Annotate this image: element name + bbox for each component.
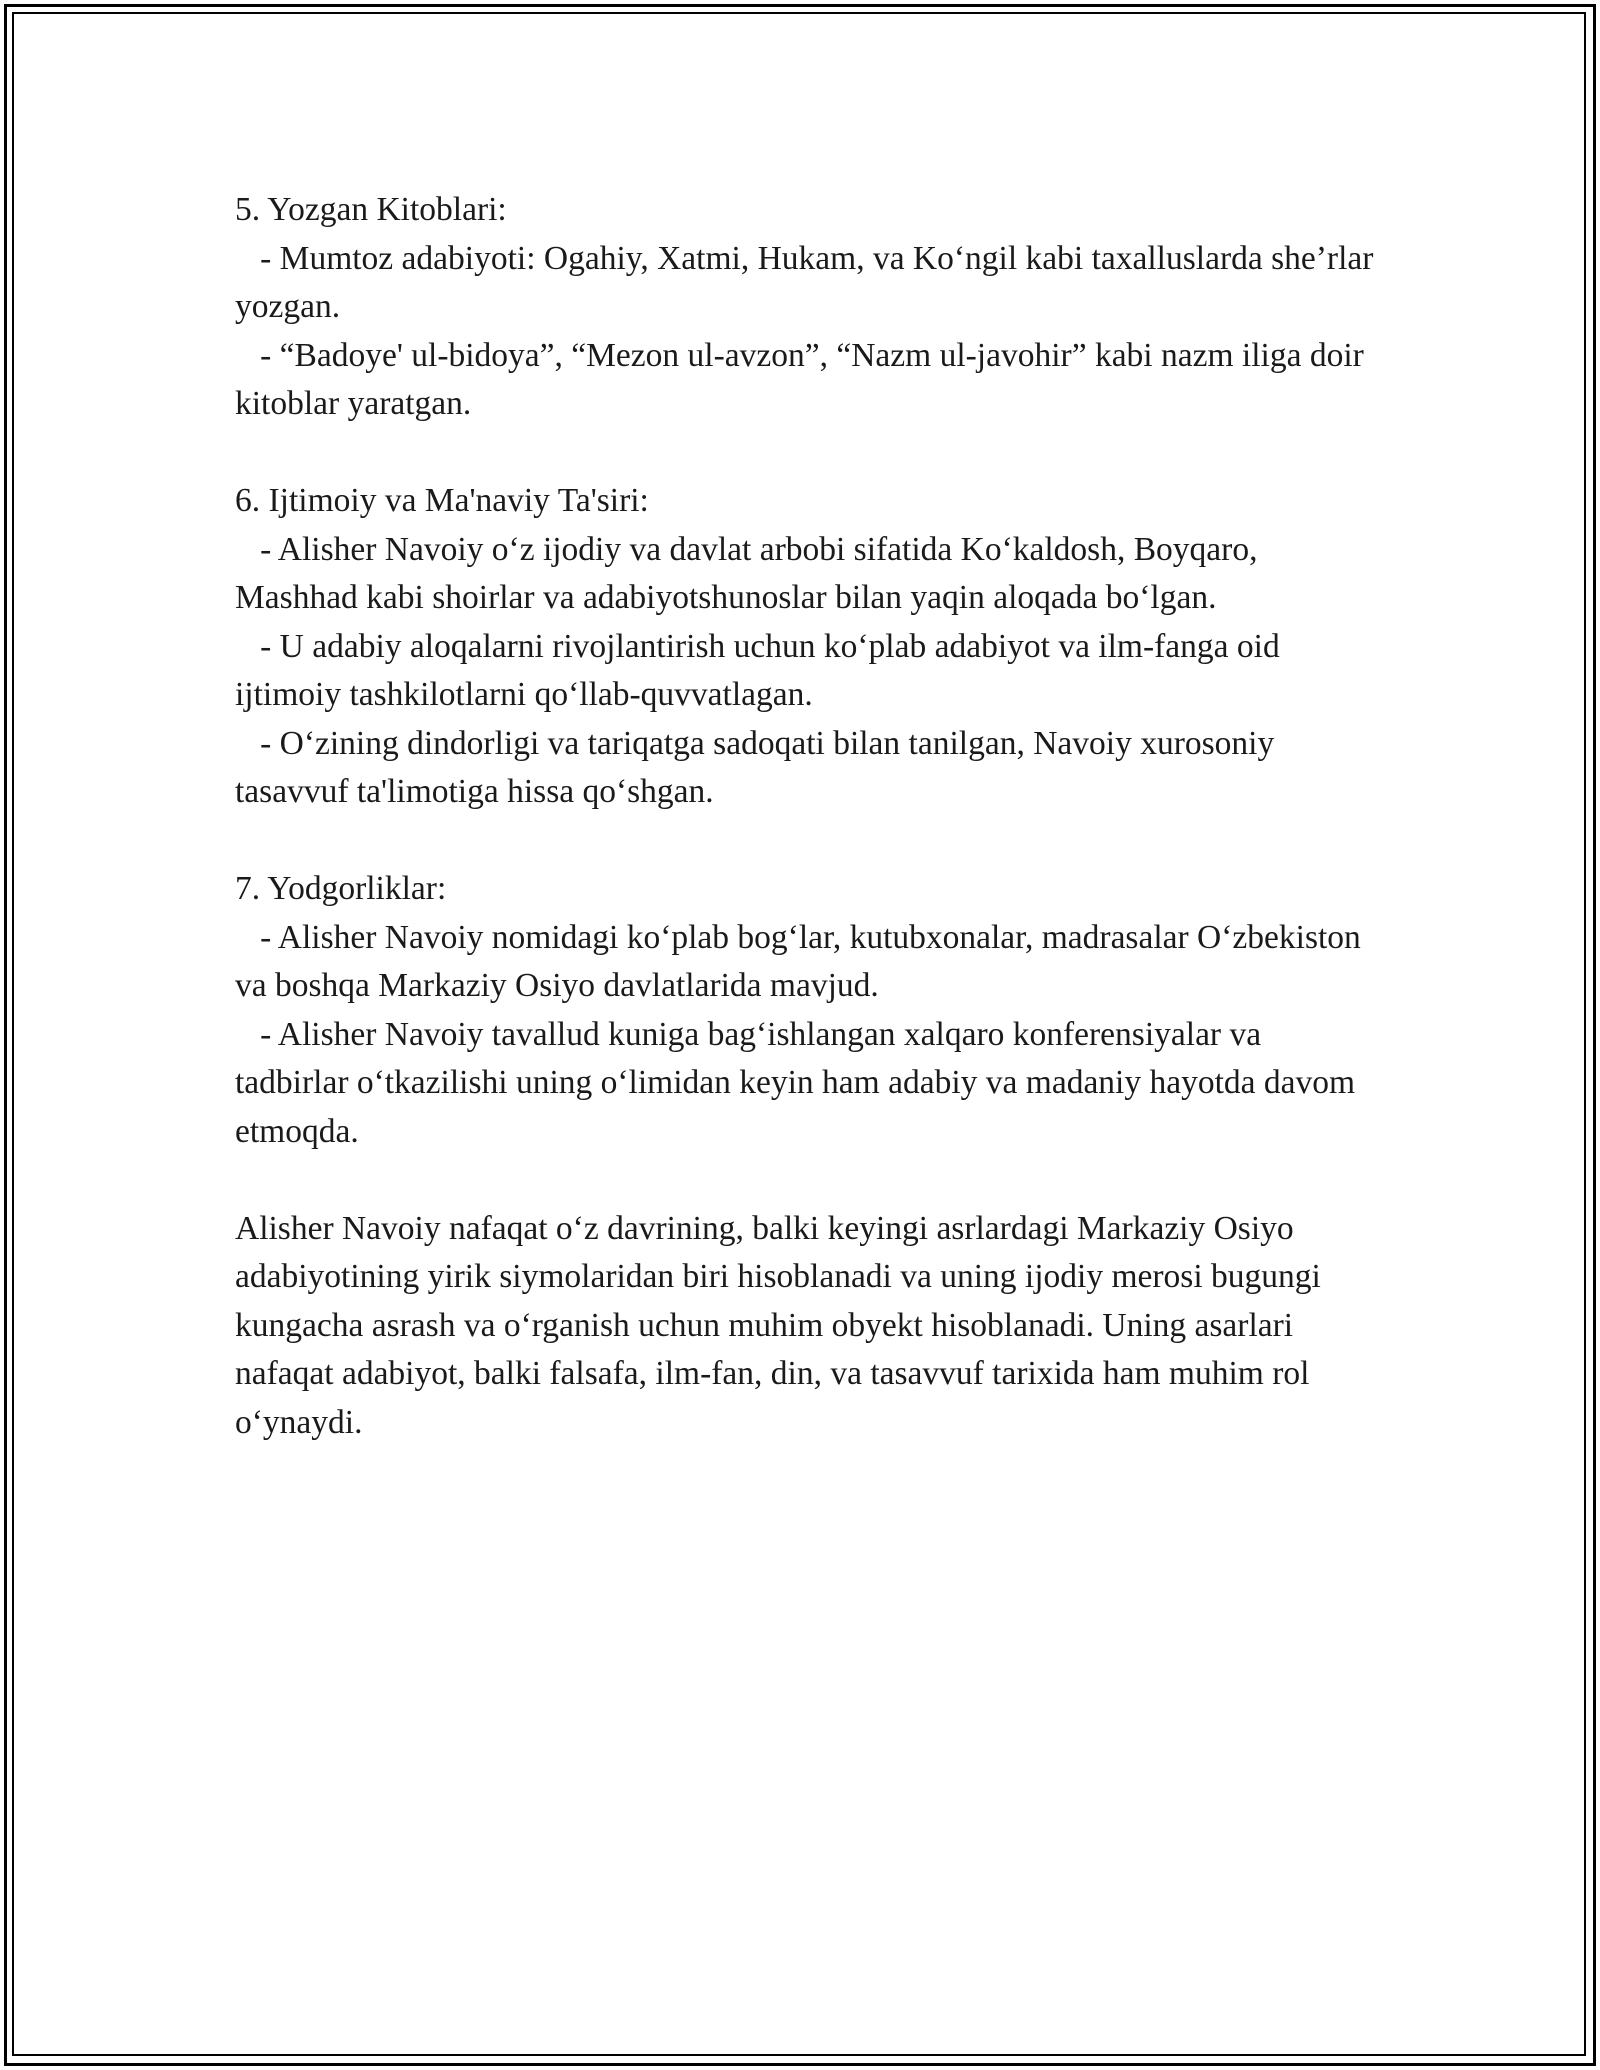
conclusion-paragraph: Alisher Navoiy nafaqat oʻz davrining, balki keyingi asrlardagi Markaziy Osiyo adabiyotining yirik siymolaridan biri hisoblanadi va uning ijodiy merosi bugungi kungacha asrash va oʻrganish uchun muhim obyekt hisoblanadi. Uning asarlari nafaqat adabiyot, balki falsafa, ilm-fan, din, va tasavvuf tarixida ham muhim rol oʻynaydi. (235, 1209, 1330, 1441)
list-item: - Mumtoz adabiyoti: Ogahiy, Xatmi, Hukam, va Koʻngil kabi taxalluslarda she’rlar yozgan. (235, 239, 1382, 325)
section-heading: 6. Ijtimoiy va Ma'naviy Ta'siri: (235, 482, 649, 519)
list-item: - Alisher Navoiy oʻz ijodiy va davlat arbobi sifatida Koʻkaldosh, Boyqaro, Mashhad kabi shoirlar va adabiyotshunoslar bilan yaqin aloqada boʻlgan. (235, 530, 1266, 616)
section-yodgorliklar (235, 865, 1375, 1156)
list-item: - Alisher Navoiy nomidagi koʻplab bogʻlar, kutubxonalar, madrasalar Oʻzbekiston va boshqa Markaziy Osiyo davlatlarida mavjud. (235, 918, 1370, 1004)
list-item: - “Badoye' ul-bidoya”, “Mezon ul-avzon”, “Nazm ul-javohir” kabi nazm iliga doir kitoblar yaratgan. (235, 336, 1373, 422)
section-yozgan-kitoblari (235, 186, 1382, 429)
section-heading: 7. Yodgorliklar: (235, 870, 447, 907)
list-item: - U adabiy aloqalarni rivojlantirish uchun koʻplab adabiyot va ilm-fanga oid ijtimoiy tashkilotlarni qoʻllab-quvvatlagan. (235, 627, 1289, 713)
conclusion-section (235, 1205, 1375, 1448)
list-item: - Oʻzining dindorligi va tariqatga sadoqati bilan tanilgan, Navoiy xurosoniy tasavvuf ta'limotiga hissa qoʻshgan. (235, 724, 1283, 810)
document-body (235, 186, 1382, 1447)
section-ijtimoiy-tasiri (235, 477, 1375, 817)
list-item: - Alisher Navoiy tavallud kuniga bagʻishlangan xalqaro konferensiyalar va tadbirlar oʻtkazilishi uning oʻlimidan keyin ham adabiy va madaniy hayotda davom etmoqda. (235, 1015, 1364, 1150)
section-heading: 5. Yozgan Kitoblari: (235, 191, 507, 228)
